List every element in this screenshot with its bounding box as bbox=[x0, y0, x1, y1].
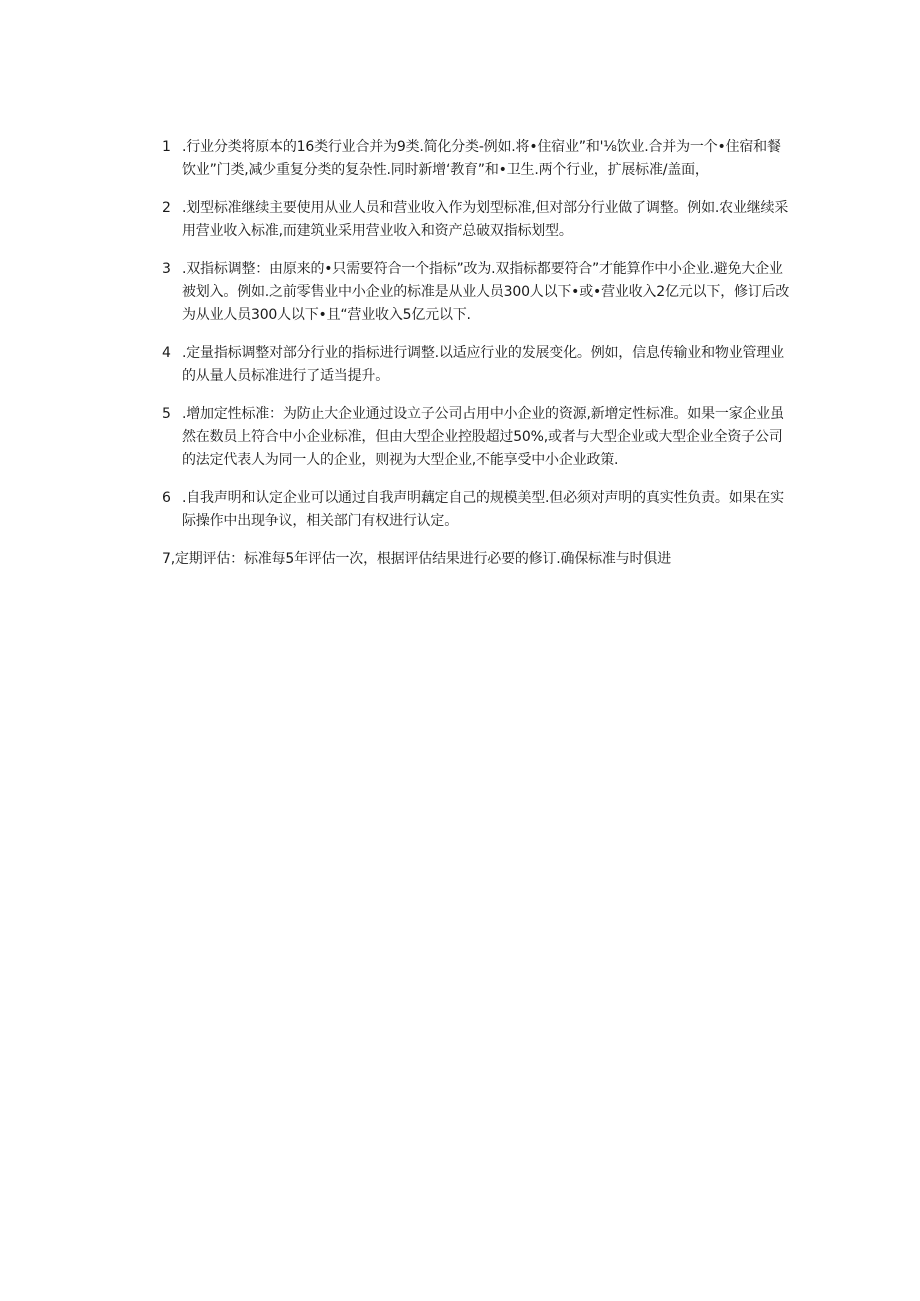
list-item-6 bbox=[162, 487, 792, 533]
list-item-text: .定量指标调整对部分行业的指标进行调整.以适应行业的发展变化。例如，信息传输业和物业管理业的从量人员标准进行了适当提升。 bbox=[182, 345, 784, 384]
list-item-1 bbox=[162, 136, 792, 182]
list-item-5 bbox=[162, 403, 792, 472]
list-item-number: 2 bbox=[162, 200, 171, 216]
list-item-2 bbox=[162, 197, 792, 243]
list-item-text: .自我声明和认定企业可以通过自我声明藕定自己的规模美型.但必须对声明的真实性负责。如果在实际操作中出现争议，相关部门有权进行认定。 bbox=[182, 490, 784, 529]
list-item-text: .行业分类将原本的16类行业合并为9类.简化分类-例如.将•住宿业”和'⅛饮业.合并为一个•住宿和餐饮业”门类,减少重复分类的复杂性.同时新增‘教育”和•卫生.两个行业，扩展标准/盖面， bbox=[182, 139, 781, 178]
list-item-text: .划型标准继续主要使用从业人员和营业收入作为划型标准,但对部分行业做了调整。例如.农业继续采用营业收入标准,而建筑业采用营业收入和资产总破双指标划型。 bbox=[182, 200, 789, 239]
list-item-number: 5 bbox=[162, 406, 171, 422]
list-item-3 bbox=[162, 258, 792, 327]
list-item-text: 7,定期评估：标准每5年评估一次，根据评估结果进行必要的修订.确保标准与时俱进 bbox=[162, 551, 671, 567]
numbered-list bbox=[162, 136, 792, 571]
list-item-number: 6 bbox=[162, 490, 171, 506]
list-item-4 bbox=[162, 342, 792, 388]
list-item-number: 3 bbox=[162, 261, 171, 277]
list-item-number: 4 bbox=[162, 345, 171, 361]
list-item-text: .双指标调整：由原来的•只需要符合一个指标”改为.双指标都要符合”才能算作中小企业.避免大企业被划入。例如.之前零售业中小企业的标准是从业人员300人以下•或•营业收入2亿元以下，修订后改为从业人员300人以下•且“营业收入5亿元以下. bbox=[182, 261, 790, 323]
list-item-text: .增加定性标准：为防止大企业通过设立子公司占用中小企业的资源,新增定性标准。如果一家企业虽然在数员上符合中小企业标准，但由大型企业控股超过50%,或者与大型企业或大型企业全资子公司的法定代表人为同一人的企业，则视为大型企业,不能享受中小企业政策. bbox=[182, 406, 784, 468]
list-item-7 bbox=[162, 548, 792, 571]
list-item-number: 1 bbox=[162, 139, 171, 155]
